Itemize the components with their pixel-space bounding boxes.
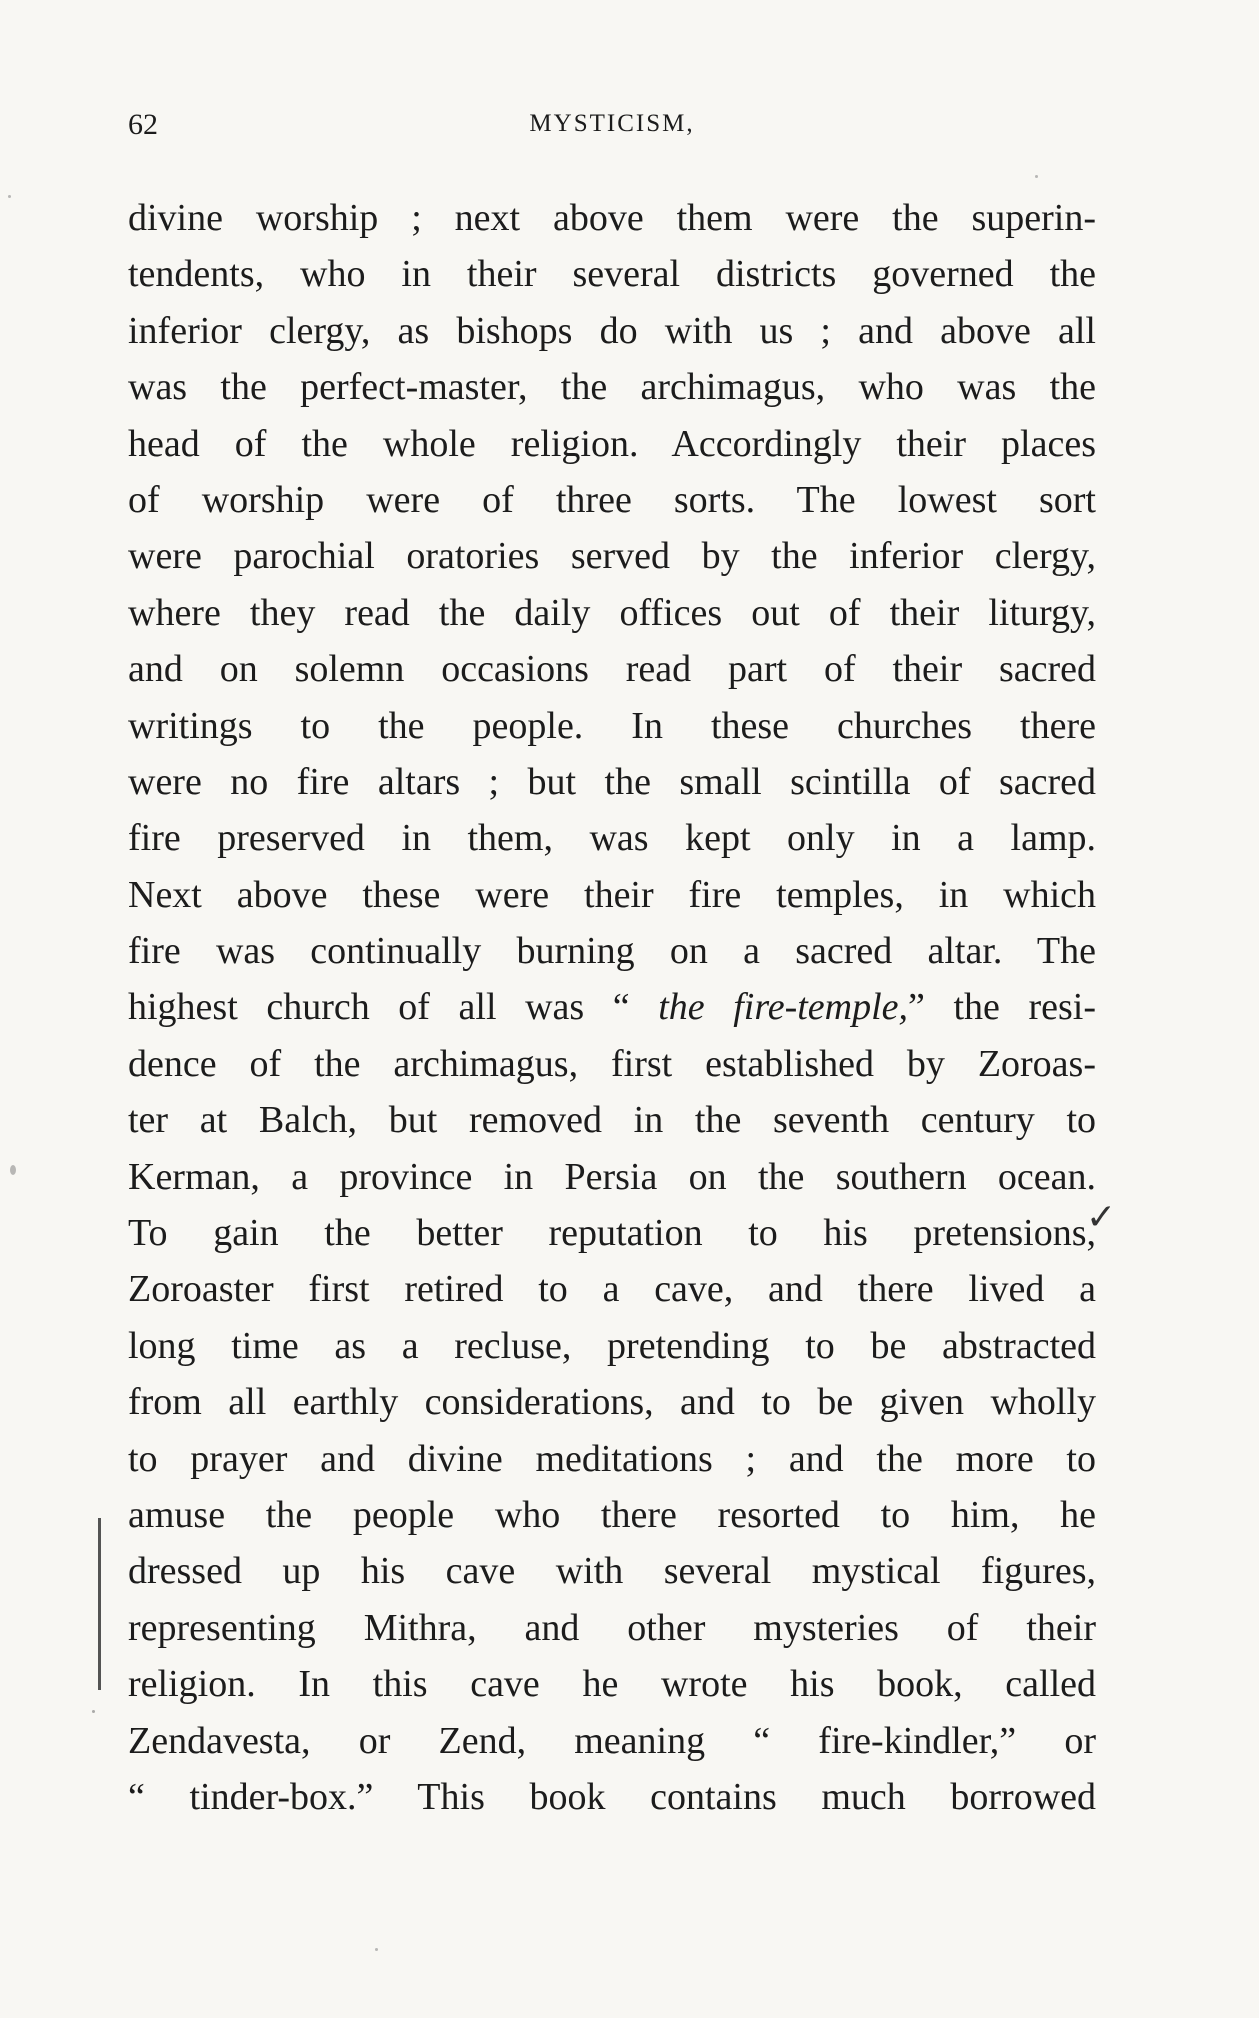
text-line: dence of the archimagus, first established by Zoroas- [128, 1042, 1096, 1085]
body-text [128, 190, 1096, 1825]
text-line: dressed up his cave with several mystical figures, [128, 1550, 1096, 1593]
text-line: head of the whole religion. Accordingly their places [128, 422, 1096, 465]
text-line: fire preserved in them, was kept only in a lamp. [128, 817, 1096, 860]
text-line: were parochial oratories served by the inferior clergy, [128, 535, 1096, 578]
text-line: long time as a recluse, pretending to be abstracted [128, 1324, 1096, 1367]
text-line: religion. In this cave he wrote his book, called [128, 1663, 1096, 1706]
margin-checkmark: ✓ [1086, 1197, 1117, 1238]
text-line: was the perfect-master, the archimagus, who was the [128, 366, 1096, 409]
close-quote: ” [908, 986, 925, 1029]
text-line: and on solemn occasions read part of their sacred [128, 648, 1096, 691]
page-speck [375, 1948, 378, 1951]
text-segment: the resi- [953, 986, 1097, 1029]
text-line: Zoroaster first retired to a cave, and there lived a [128, 1268, 1096, 1311]
text-line: from all earthly considerations, and to be given wholly [128, 1381, 1096, 1424]
text-line: tendents, who in their several districts governed the [128, 253, 1096, 296]
text-line: Zendavesta, or Zend, meaning “ fire-kindler,” or [128, 1719, 1096, 1762]
text-line: ter at Balch, but removed in the seventh century to [128, 1099, 1096, 1142]
page-speck [8, 195, 11, 198]
running-head: MYSTICISM, [529, 110, 695, 137]
text-line: Next above these were their fire temples, in which [128, 873, 1096, 916]
page-speck [92, 1710, 95, 1713]
text-line: to prayer and divine meditations ; and the more to [128, 1437, 1096, 1480]
text-line: fire was continually burning on a sacred altar. The [128, 930, 1096, 973]
text-line: To gain the better reputation to his pretensions, [128, 1212, 1096, 1255]
margin-rule-line [98, 1518, 101, 1690]
page-header [128, 108, 1096, 158]
open-quote: “ [612, 986, 630, 1029]
text-line: inferior clergy, as bishops do with us ; and above all [128, 309, 1096, 352]
text-line-fire-temple [128, 979, 1096, 1035]
text-segment: highest church of all was [128, 986, 585, 1029]
text-line: were no fire altars ; but the small scintilla of sacred [128, 760, 1096, 803]
text-line: representing Mithra, and other mysteries of their [128, 1606, 1096, 1649]
text-line: writings to the people. In these churches there [128, 704, 1096, 747]
text-line: amuse the people who there resorted to him, he [128, 1493, 1096, 1536]
text-line: “ tinder-box.” This book contains much borrowed [128, 1775, 1096, 1818]
page-number: 62 [128, 108, 158, 141]
page-speck [1035, 175, 1038, 178]
text-line: Kerman, a province in Persia on the southern ocean. [128, 1155, 1096, 1198]
text-line: where they read the daily offices out of their liturgy, [128, 591, 1096, 634]
italic-phrase: the fire-temple, [658, 986, 909, 1029]
page-speck [10, 1165, 16, 1175]
text-line: of worship were of three sorts. The lowest sort [128, 478, 1096, 521]
text-line: divine worship ; next above them were the superin- [128, 197, 1096, 239]
